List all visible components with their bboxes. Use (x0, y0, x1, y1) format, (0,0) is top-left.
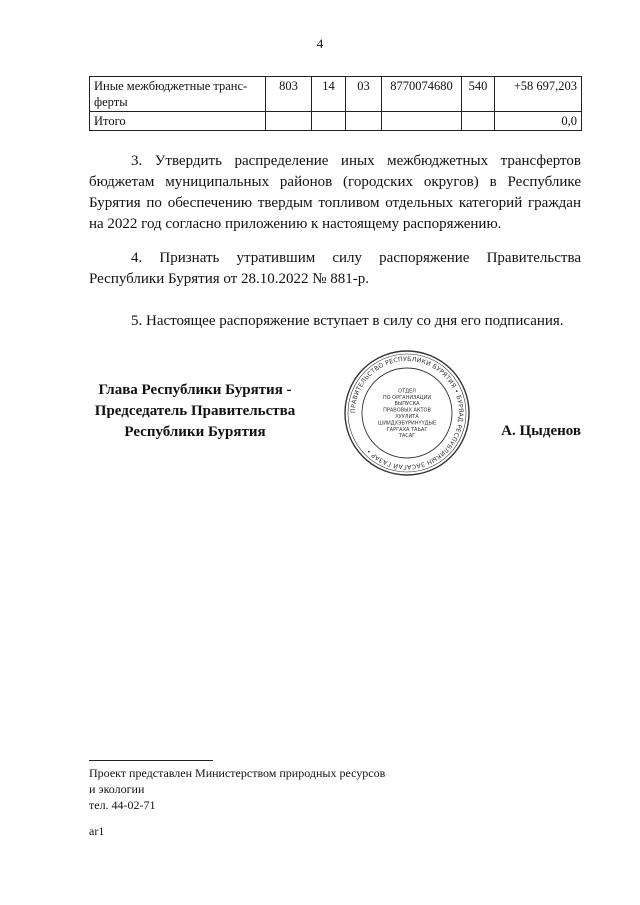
table-cell-type (462, 112, 495, 131)
table-cell-name: Итого (90, 112, 266, 131)
table-cell-subsection (346, 112, 382, 131)
paragraph-4: 4. Признать утратившим силу распоряжение Правительства Республики Бурятия от 28.10.2022 № 881-р. (89, 250, 581, 287)
signer-title: Глава Республики Бурятия - Председатель Правительства Республики Бурятия (94, 382, 296, 440)
document-code: ar1 (89, 824, 105, 838)
page-number: 4 (316, 36, 324, 51)
table-cell-type: 540 (462, 77, 495, 112)
table-cell-section: 14 (312, 77, 346, 112)
seal-center-line: ПО ОРГАНИЗАЦИИ (382, 394, 432, 401)
table-cell-ministry (266, 112, 312, 131)
seal-center-line: ПРАВОВЫХ АКТОВ (383, 407, 431, 414)
seal-center-line: ШИИДХЭБҮРИНҮҮДЫЕ (377, 420, 437, 427)
official-seal (343, 349, 471, 477)
table-row (90, 112, 582, 131)
table-cell-name: Иные межбюджетные транс-ферты (90, 77, 266, 112)
table-cell-section (312, 112, 346, 131)
seal-ring-text: ПРАВИТЕЛЬСТВО РЕСПУБЛИКИ БУРЯТИЯ • БУРЯАД РЕСПУБЛИКЫН ЗАСАГАЙ ГАЗАР • (349, 355, 465, 471)
table-cell-target (382, 112, 462, 131)
seal-center-line: ХУУЛИТА (395, 414, 419, 420)
footnote-divider (89, 760, 213, 761)
paragraph-5: 5. Настоящее распоряжение вступает в силу со дня его подписания. (131, 313, 564, 329)
paragraph-3: 3. Утвердить распределение иных межбюджетных трансфертов бюджетам муниципальных районов (городских округов) в Республике Бурятия по обеспечению твердым топливом отдельных категорий граждан на 2022 год согласно приложению к настоящему распоряжению. (89, 153, 581, 232)
footnote-line: и экологии (89, 782, 145, 796)
footnote (89, 765, 449, 813)
signer-name: А. Цыденов (501, 423, 581, 439)
table-cell-amount: 0,0 (495, 112, 582, 131)
table-row (90, 77, 582, 112)
seal-center-line: ГАРГАХА ТАЬАГ (386, 426, 428, 433)
table-cell-target: 8770074680 (382, 77, 462, 112)
table-cell-ministry: 803 (266, 77, 312, 112)
table-cell-amount: +58 697,203 (495, 77, 582, 112)
budget-table (89, 76, 582, 131)
table-cell-subsection: 03 (346, 77, 382, 112)
seal-center-line: ОТДЕЛ (398, 388, 416, 395)
footnote-phone: тел. 44-02-71 (89, 798, 156, 812)
footnote-line: Проект представлен Министерством природных ресурсов (89, 766, 386, 780)
seal-center-line: ВЫПУСКА (394, 401, 420, 408)
seal-center-line: ТАСАГ (398, 433, 416, 440)
